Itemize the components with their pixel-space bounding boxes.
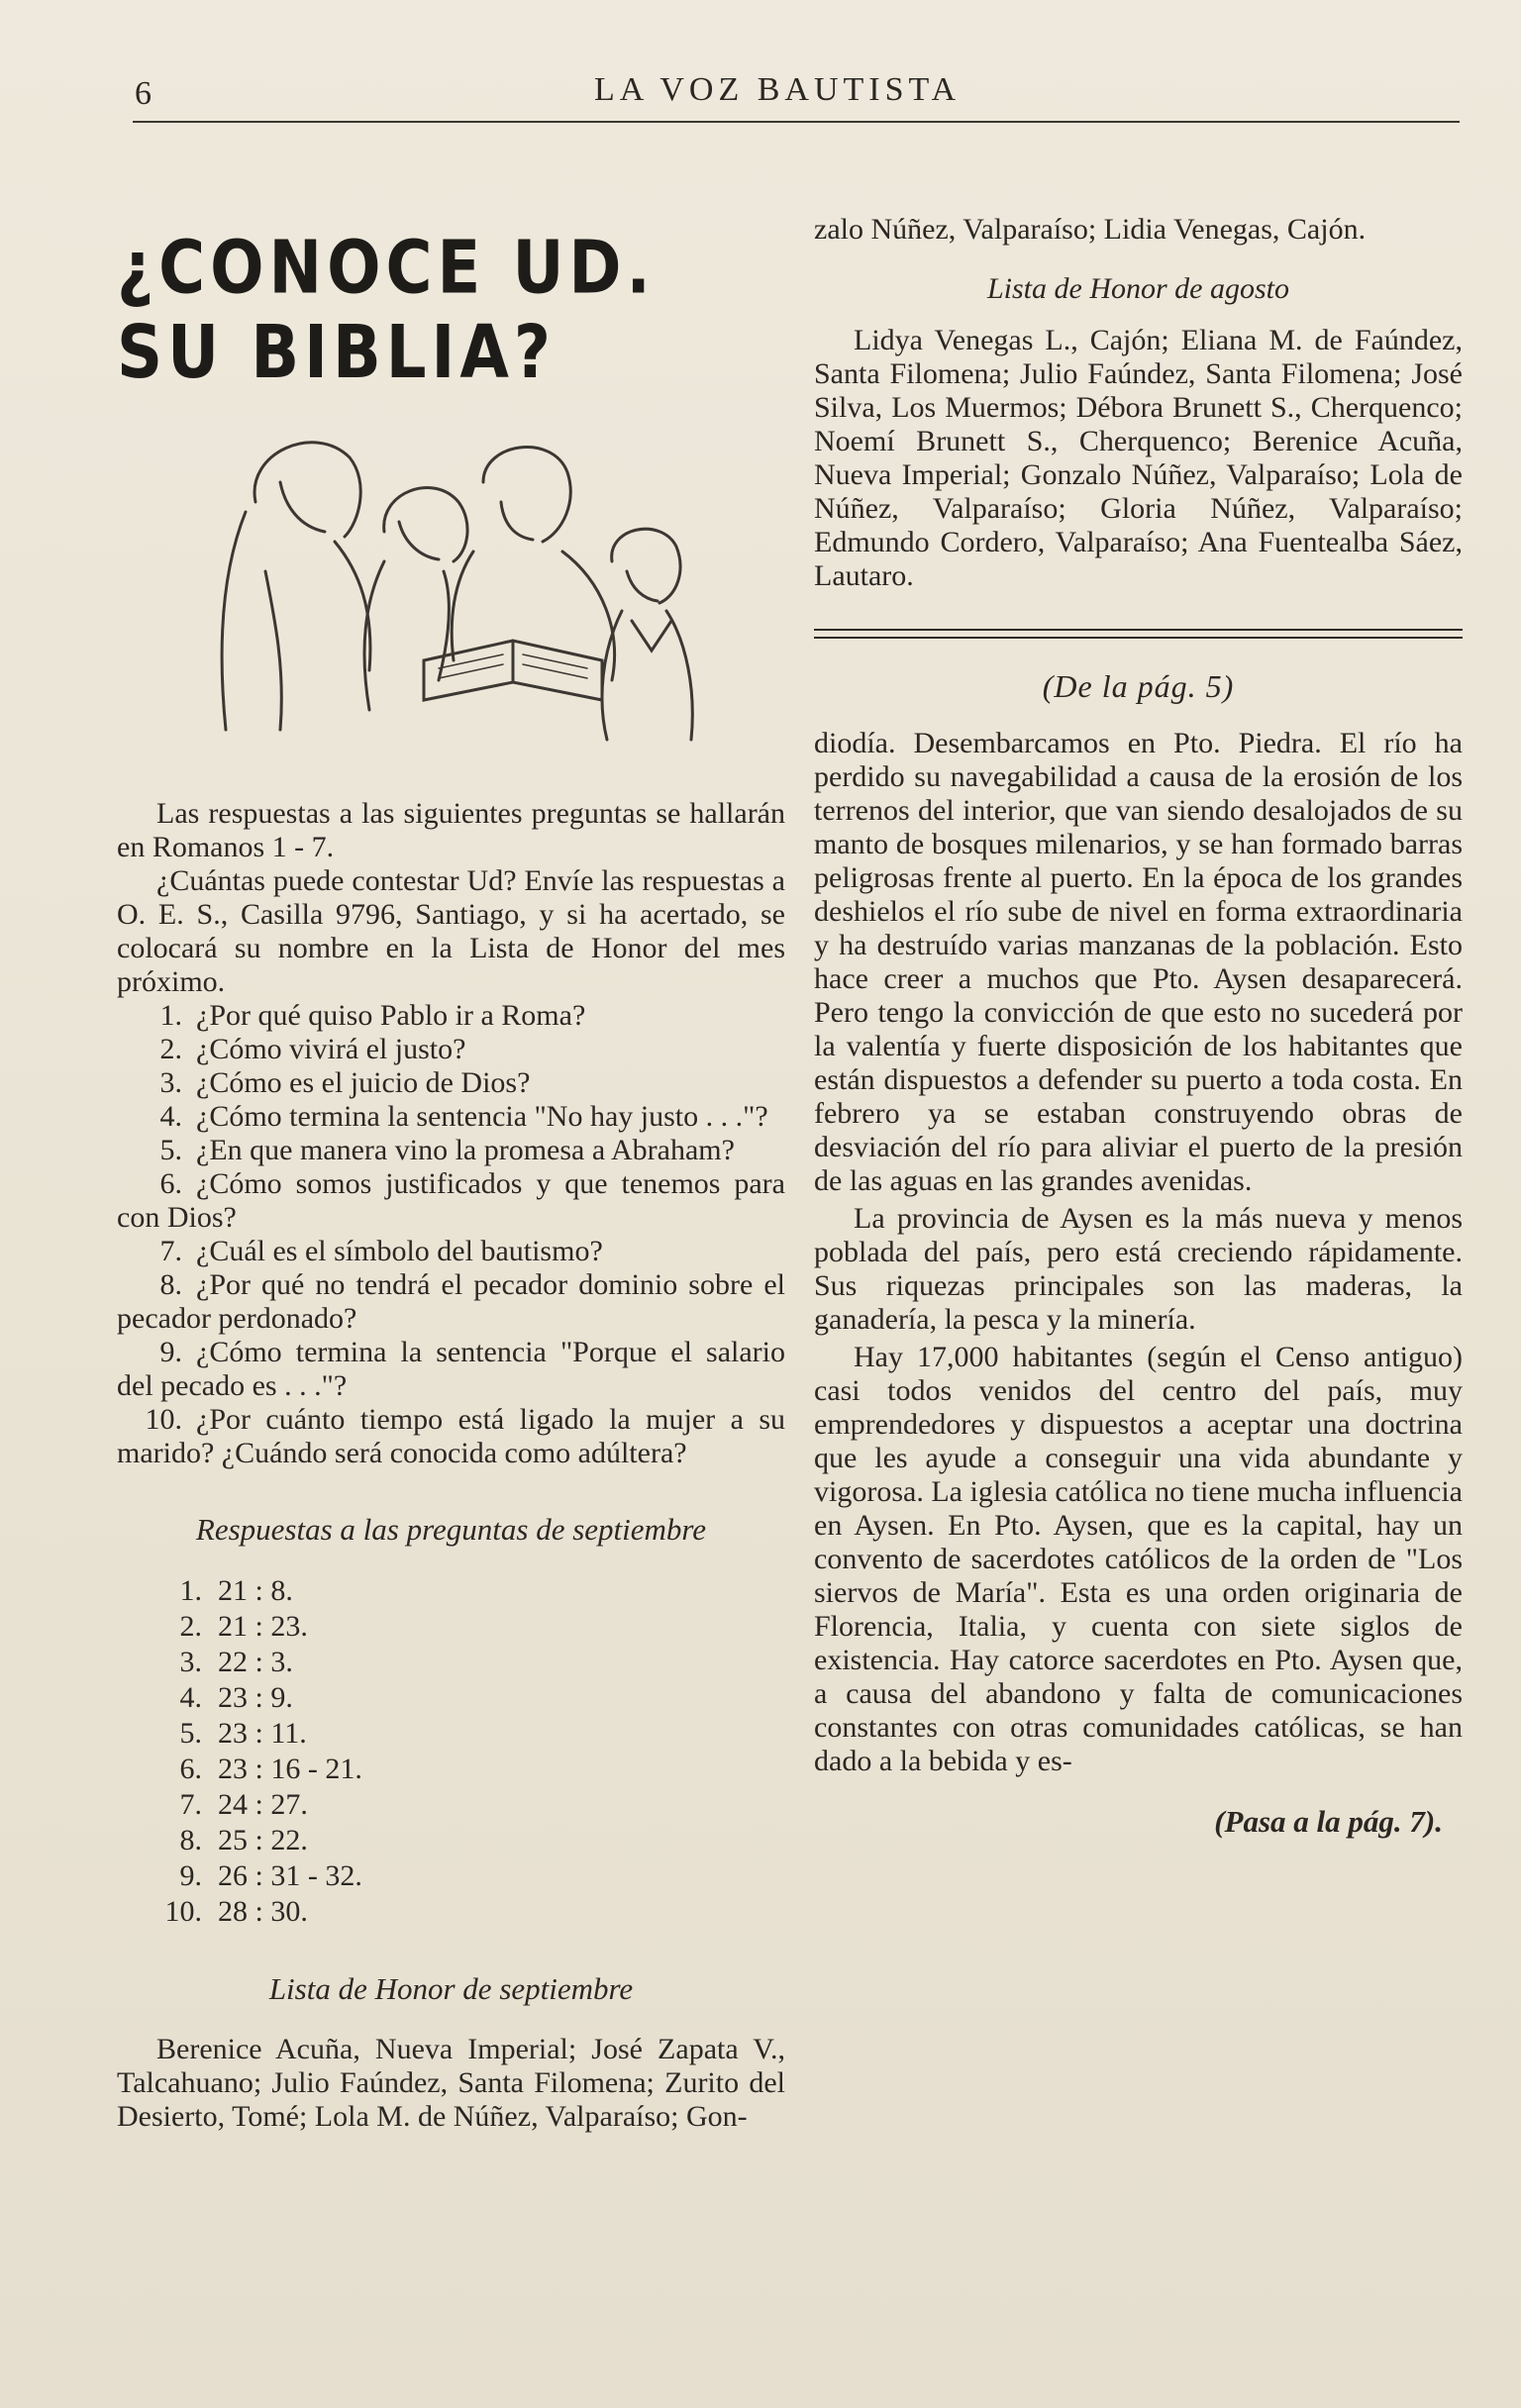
answer-item: 6. 23 : 16 - 21. <box>179 1753 362 1785</box>
honor-august-heading: Lista de Honor de agosto <box>986 272 1289 305</box>
question-item: 8. ¿Por qué no tendrá el pecador dominio sobre el pecador perdonado? <box>117 1268 785 1335</box>
honor-september-continuation: zalo Núñez, Valparaíso; Lidia Venegas, Cajón. <box>814 213 1367 246</box>
answer-item: 4. 23 : 9. <box>179 1681 293 1714</box>
answer-item: 10. 28 : 30. <box>164 1895 308 1928</box>
page-number: 6 <box>135 75 152 112</box>
questions-list <box>117 999 785 1470</box>
answers-heading: Respuestas a las preguntas de septiembre <box>195 1512 707 1547</box>
publication-title: LA VOZ BAUTISTA <box>594 71 962 108</box>
instructions-paragraph: ¿Cuántas puede contestar Ud? Envíe las respuestas a O. E. S., Casilla 9796, Santiago, y si ha acertado, se colocará su nombre en la Lista de Honor del mes próximo. <box>117 864 785 998</box>
section-divider <box>814 629 1463 639</box>
question-item: 2. ¿Cómo vivirá el justo? <box>159 1033 466 1065</box>
continued-on-label: (Pasa a la pág. 7). <box>1214 1804 1443 1839</box>
right-column <box>814 213 1463 1840</box>
question-item: 9. ¿Cómo termina la sentencia "Porque el salario del pecado es . . ."? <box>117 1336 785 1402</box>
answer-item: 2. 21 : 23. <box>179 1610 308 1643</box>
honor-september-list: Berenice Acuña, Nueva Imperial; José Zapata V., Talcahuano; Julio Faúndez, Santa Filomena; Zurito del Desierto, Tomé; Lola M. de Núñez, Valparaíso; Gon- <box>117 2033 785 2133</box>
answer-item: 3. 22 : 3. <box>179 1646 293 1678</box>
question-item: 10. ¿Por cuánto tiempo está ligado la mujer a su marido? ¿Cuándo será conocida como adúltera? <box>117 1403 785 1469</box>
answer-item: 8. 25 : 22. <box>179 1824 308 1856</box>
question-item: 3. ¿Cómo es el juicio de Dios? <box>159 1066 531 1099</box>
question-item: 5. ¿En que manera vino la promesa a Abraham? <box>159 1134 735 1166</box>
continuation-paragraph: Hay 17,000 habitantes (según el Censo antiguo) casi todos venidos del centro del país, muy emprendedores y dispuestos a aceptar una doctrina que les ayude a conseguir una vida abundante y vigorosa. La iglesia católica no tiene mucha influencia en Aysen. En Pto. Aysen, que es la capital, hay un convento de sacerdotes católicos de la orden de "Los siervos de María". Esta es una orden originaria de Florencia, Italia, y cuenta con siete siglos de existencia. Hay catorce sacerdotes en Pto. Aysen que, a causa del abandono y falta de comunicaciones constantes con otras comunidades católicas, se han dado a la bebida y es- <box>814 1341 1463 1777</box>
question-item: 7. ¿Cuál es el símbolo del bautismo? <box>159 1235 603 1267</box>
honor-august-list: Lidya Venegas L., Cajón; Eliana M. de Faúndez, Santa Filomena; Julio Faúndez, Santa Filomena; José Silva, Los Muermos; Débora Brunett S., Cherquenco; Noemí Brunett S., Cherquenco; Berenice Acuña, Nueva Imperial; Gonzalo Núñez, Valparaíso; Lola de Núñez, Valparaíso; Gloria Núñez, Valparaíso; Edmundo Cordero, Valparaíso; Ana Fuentealba Sáez, Lautaro. <box>814 324 1463 592</box>
question-item: 1. ¿Por qué quiso Pablo ir a Roma? <box>159 999 586 1032</box>
continuation-paragraph: diodía. Desembarcamos en Pto. Piedra. El río ha perdido su navegabilidad a causa de la erosión de los terrenos del interior, que van siendo desalojados de su manto de bosques milenarios, y se han formado barras peligrosas frente al puerto. En la época de los grandes deshielos el río sube de nivel en forma extraordinaria y ha destruído varias manzanas de la población. Esto hace creer a muchos que Pto. Aysen desaparecerá. Pero tengo la convicción de que esto no sucederá por la valentía y fuerte disposición de los habitantes que están dispuestos a defender su puerto a toda costa. En febrero ya se estaban construyendo obras de desviación del río para aliviar el puerto de la presión de las aguas en las grandes avenidas. <box>814 727 1463 1197</box>
continued-from-label: (De la pág. 5) <box>1042 668 1235 704</box>
continuation-paragraph: La provincia de Aysen es la más nueva y menos poblada del país, pero está creciendo rápidamente. Sus riquezas principales son las maderas, la ganadería, la pesca y la minería. <box>814 1202 1463 1336</box>
question-item: 6. ¿Cómo somos justificados y que tenemos para con Dios? <box>117 1167 785 1234</box>
question-item: 4. ¿Cómo termina la sentencia "No hay justo . . ."? <box>159 1100 768 1133</box>
answer-item: 7. 24 : 27. <box>179 1788 308 1821</box>
honor-september-heading: Lista de Honor de septiembre <box>268 1971 634 2006</box>
family-reading-bible-illustration <box>186 413 741 750</box>
answer-item: 5. 23 : 11. <box>179 1717 307 1750</box>
answers-list <box>117 1573 785 1930</box>
left-column <box>117 213 785 2134</box>
answer-item: 9. 26 : 31 - 32. <box>179 1859 362 1892</box>
answer-item: 1. 21 : 8. <box>179 1574 293 1607</box>
header-divider <box>133 121 1460 123</box>
article-title: ¿CONOCE UD. SU BIBLIA? <box>117 227 656 396</box>
intro-paragraph: Las respuestas a las siguientes preguntas se hallarán en Romanos 1 - 7. <box>117 797 785 863</box>
